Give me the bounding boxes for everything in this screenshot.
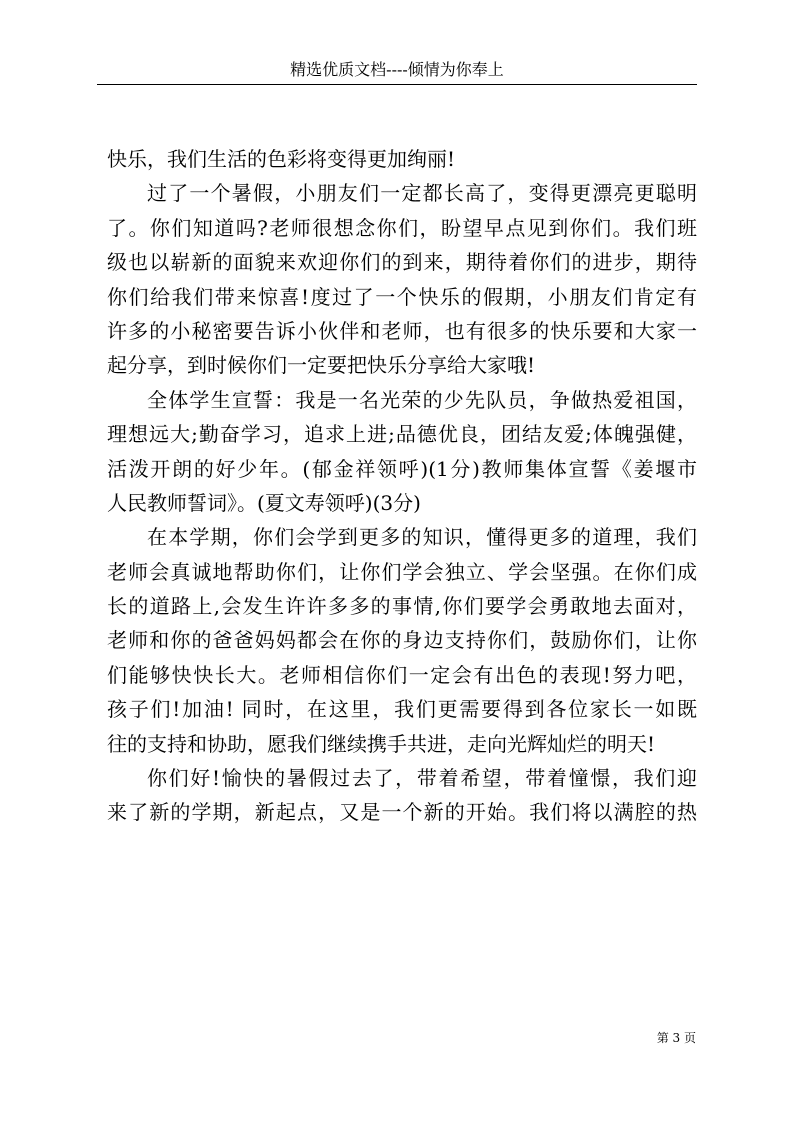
text-line: 你们好!愉快的暑假过去了，带着希望，带着憧憬，我们迎	[147, 766, 697, 791]
text-line: 过了一个暑假，小朋友们一定都长高了，变得更漂亮更聪明	[147, 181, 697, 206]
text-line: 许多的小秘密要告诉小伙伴和老师，也有很多的快乐要和大家一	[107, 318, 697, 343]
text-line: 们能够快快长大。老师相信你们一定会有出色的表现!努力吧，	[107, 662, 697, 687]
text-line: 起分享，到时候你们一定要把快乐分享给大家哦!	[107, 353, 536, 378]
page-header-title: 精选优质文档----倾情为你奉上	[290, 60, 504, 79]
text-line: 往的支持和协助，愿我们继续携手共进，走向光辉灿烂的明天!	[107, 731, 656, 756]
page-number: 第 3 页	[656, 1031, 696, 1045]
text-line: 活泼开朗的好少年。(郁金祥领呼)(1分)教师集体宣誓《姜堰市	[107, 456, 697, 481]
text-line: 级也以崭新的面貌来欢迎你们的到来，期待着你们的进步，期待	[107, 250, 697, 275]
text-line: 全体学生宣誓：我是一名光荣的少先队员，争做热爱祖国，	[147, 387, 697, 412]
text-line: 理想远大;勤奋学习，追求上进;品德优良，团结友爱;体魄强健，	[107, 422, 697, 447]
text-line: 孩子们!加油! 同时，在这里，我们更需要得到各位家长一如既	[107, 697, 697, 722]
text-line: 快乐，我们生活的色彩将变得更加绚丽!	[107, 147, 456, 171]
text-line: 在本学期，你们会学到更多的知识，懂得更多的道理，我们	[147, 525, 697, 550]
text-line: 你们给我们带来惊喜!度过了一个快乐的假期，小朋友们肯定有	[107, 284, 697, 309]
text-line: 老师和你的爸爸妈妈都会在你的身边支持你们，鼓励你们，让你	[107, 628, 697, 653]
document-body	[107, 142, 697, 830]
text-line: 长的道路上,会发生许许多多的事情,你们要学会勇敢地去面对，	[107, 594, 697, 619]
header-divider	[97, 84, 697, 85]
text-line: 来了新的学期，新起点，又是一个新的开始。我们将以满腔的热	[107, 800, 697, 825]
text-line: 老师会真诚地帮助你们，让你们学会独立、学会坚强。在你们成	[107, 559, 697, 584]
text-line: 人民教师誓词》。(夏文寿领呼)(3分)	[107, 490, 421, 515]
text-line: 了。你们知道吗?老师很想念你们，盼望早点见到你们。我们班	[107, 215, 697, 240]
